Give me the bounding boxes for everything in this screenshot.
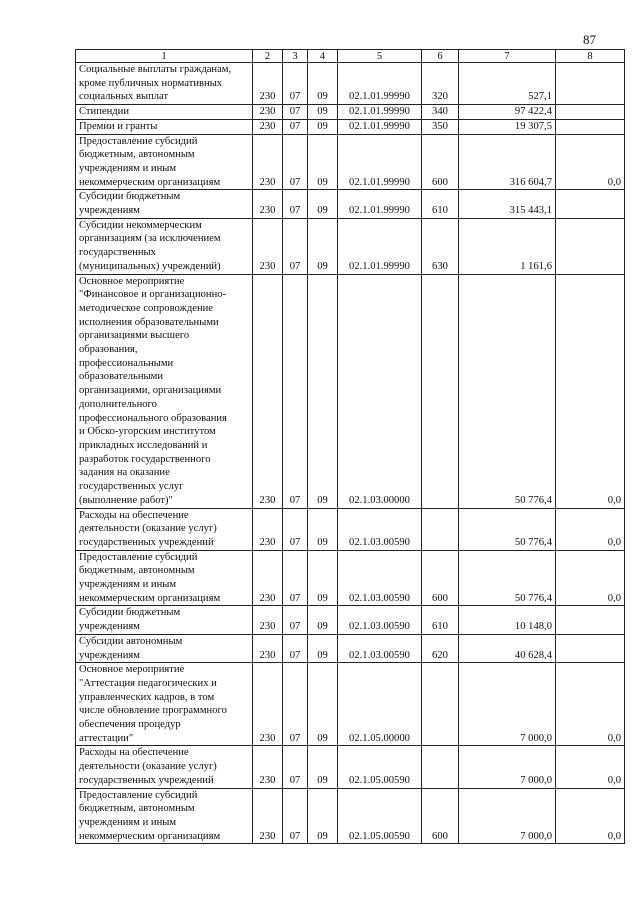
expense-type-code-cell: 610 bbox=[422, 190, 459, 218]
amount-cell: 50 776,4 bbox=[459, 274, 556, 508]
admin-code-cell: 230 bbox=[253, 634, 283, 662]
section-code-cell: 07 bbox=[283, 63, 308, 105]
description-line: бюджетным, автономным bbox=[79, 803, 195, 815]
amount-secondary-cell: 0,0 bbox=[556, 508, 625, 550]
description-line: образовательными bbox=[79, 371, 164, 383]
subsection-code-cell: 09 bbox=[308, 190, 338, 218]
expense-type-code-cell: 630 bbox=[422, 218, 459, 274]
row-description bbox=[76, 508, 253, 550]
description-line: учреждениям bbox=[79, 649, 140, 661]
header-row bbox=[76, 50, 625, 63]
column-header-6: 6 bbox=[422, 50, 459, 63]
description-line: Премии и гранты bbox=[79, 120, 158, 132]
description-line: учреждениям и иным bbox=[79, 579, 177, 591]
expense-type-code-cell: 620 bbox=[422, 634, 459, 662]
row-description bbox=[76, 63, 253, 105]
description-line: учреждениям и иным bbox=[79, 816, 177, 828]
amount-secondary-cell bbox=[556, 634, 625, 662]
amount-cell: 50 776,4 bbox=[459, 508, 556, 550]
description-line: прикладных исследований и bbox=[79, 439, 208, 451]
table-row bbox=[76, 663, 625, 746]
table-row bbox=[76, 508, 625, 550]
description-line: Предоставление субсидий bbox=[79, 135, 198, 147]
expense-type-code-cell: 340 bbox=[422, 105, 459, 120]
subsection-code-cell: 09 bbox=[308, 788, 338, 844]
expense-type-code-cell bbox=[422, 508, 459, 550]
section-code-cell: 07 bbox=[283, 218, 308, 274]
description-line: Расходы на обеспечение bbox=[79, 509, 189, 521]
admin-code-cell: 230 bbox=[253, 63, 283, 105]
table-row bbox=[76, 550, 625, 606]
expense-type-code-cell bbox=[422, 663, 459, 746]
row-description bbox=[76, 746, 253, 788]
expense-type-code-cell: 600 bbox=[422, 134, 459, 190]
admin-code-cell: 230 bbox=[253, 190, 283, 218]
subsection-code-cell: 09 bbox=[308, 746, 338, 788]
description-line: методическое сопровождение bbox=[79, 302, 214, 314]
description-line: задания на оказание bbox=[79, 467, 170, 479]
admin-code-cell: 230 bbox=[253, 274, 283, 508]
column-header-3: 3 bbox=[283, 50, 308, 63]
description-line: (выполнение работ)" bbox=[79, 494, 173, 506]
section-code-cell: 07 bbox=[283, 508, 308, 550]
admin-code-cell: 230 bbox=[253, 663, 283, 746]
section-code-cell: 07 bbox=[283, 119, 308, 134]
target-article-code-cell: 02.1.05.00590 bbox=[338, 746, 422, 788]
description-line: разработок государственного bbox=[79, 453, 211, 465]
row-description bbox=[76, 788, 253, 844]
description-line: числе обновление программного bbox=[79, 705, 227, 717]
row-description bbox=[76, 634, 253, 662]
amount-cell: 10 148,0 bbox=[459, 606, 556, 634]
row-description bbox=[76, 119, 253, 134]
row-description bbox=[76, 218, 253, 274]
amount-secondary-cell: 0,0 bbox=[556, 550, 625, 606]
amount-secondary-cell bbox=[556, 190, 625, 218]
table-row bbox=[76, 105, 625, 120]
subsection-code-cell: 09 bbox=[308, 550, 338, 606]
row-description bbox=[76, 550, 253, 606]
amount-secondary-cell bbox=[556, 218, 625, 274]
description-line: Социальные выплаты гражданам, bbox=[79, 64, 232, 75]
description-line: бюджетным, автономным bbox=[79, 565, 195, 577]
row-description bbox=[76, 134, 253, 190]
description-line: деятельности (оказание услуг) bbox=[79, 523, 217, 535]
description-line: и Обско-угорским институтом bbox=[79, 426, 216, 438]
admin-code-cell: 230 bbox=[253, 606, 283, 634]
column-header-2: 2 bbox=[253, 50, 283, 63]
description-line: организациями, организациями bbox=[79, 385, 222, 397]
target-article-code-cell: 02.1.01.99990 bbox=[338, 134, 422, 190]
description-line: социальных выплат bbox=[79, 91, 169, 103]
target-article-code-cell: 02.1.01.99990 bbox=[338, 105, 422, 120]
amount-secondary-cell: 0,0 bbox=[556, 788, 625, 844]
table-row bbox=[76, 788, 625, 844]
page-number: 87 bbox=[583, 32, 596, 47]
expense-type-code-cell bbox=[422, 274, 459, 508]
section-code-cell: 07 bbox=[283, 274, 308, 508]
column-header-7: 7 bbox=[459, 50, 556, 63]
subsection-code-cell: 09 bbox=[308, 134, 338, 190]
amount-cell: 1 161,6 bbox=[459, 218, 556, 274]
description-line: "Финансовое и организационно- bbox=[79, 289, 227, 301]
description-line: дополнительного bbox=[79, 398, 157, 410]
table-row bbox=[76, 746, 625, 788]
expense-type-code-cell bbox=[422, 746, 459, 788]
admin-code-cell: 230 bbox=[253, 105, 283, 120]
amount-cell: 316 604,7 bbox=[459, 134, 556, 190]
target-article-code-cell: 02.1.05.00000 bbox=[338, 663, 422, 746]
row-description bbox=[76, 190, 253, 218]
table-row bbox=[76, 218, 625, 274]
subsection-code-cell: 09 bbox=[308, 63, 338, 105]
admin-code-cell: 230 bbox=[253, 119, 283, 134]
section-code-cell: 07 bbox=[283, 746, 308, 788]
table-header bbox=[76, 50, 625, 63]
row-description bbox=[76, 663, 253, 746]
target-article-code-cell: 02.1.01.99990 bbox=[338, 119, 422, 134]
description-line: Основное мероприятие bbox=[79, 275, 185, 287]
expense-type-code-cell: 600 bbox=[422, 550, 459, 606]
subsection-code-cell: 09 bbox=[308, 274, 338, 508]
table-row bbox=[76, 190, 625, 218]
description-line: Субсидии некоммерческим bbox=[79, 219, 202, 231]
subsection-code-cell: 09 bbox=[308, 606, 338, 634]
amount-secondary-cell: 0,0 bbox=[556, 274, 625, 508]
row-description bbox=[76, 274, 253, 508]
description-line: исполнения образовательными bbox=[79, 316, 219, 328]
section-code-cell: 07 bbox=[283, 663, 308, 746]
description-line: учреждениям bbox=[79, 205, 140, 217]
description-line: организациям (за исключением bbox=[79, 233, 221, 245]
subsection-code-cell: 09 bbox=[308, 634, 338, 662]
admin-code-cell: 230 bbox=[253, 218, 283, 274]
amount-secondary-cell: 0,0 bbox=[556, 663, 625, 746]
target-article-code-cell: 02.1.05.00590 bbox=[338, 788, 422, 844]
description-line: "Аттестация педагогических и bbox=[79, 677, 217, 689]
description-line: деятельности (оказание услуг) bbox=[79, 761, 217, 773]
target-article-code-cell: 02.1.03.00000 bbox=[338, 274, 422, 508]
subsection-code-cell: 09 bbox=[308, 119, 338, 134]
subsection-code-cell: 09 bbox=[308, 105, 338, 120]
admin-code-cell: 230 bbox=[253, 134, 283, 190]
admin-code-cell: 230 bbox=[253, 550, 283, 606]
section-code-cell: 07 bbox=[283, 634, 308, 662]
expense-type-code-cell: 610 bbox=[422, 606, 459, 634]
column-header-5: 5 bbox=[338, 50, 422, 63]
table-row bbox=[76, 63, 625, 105]
admin-code-cell: 230 bbox=[253, 746, 283, 788]
description-line: Субсидии бюджетным bbox=[79, 191, 181, 203]
section-code-cell: 07 bbox=[283, 788, 308, 844]
table-body bbox=[76, 63, 625, 844]
table-row bbox=[76, 274, 625, 508]
row-description bbox=[76, 606, 253, 634]
target-article-code-cell: 02.1.03.00590 bbox=[338, 508, 422, 550]
description-line: управленческих кадров, в том bbox=[79, 691, 215, 703]
description-line: государственных услуг bbox=[79, 481, 184, 493]
description-line: обеспечения процедур bbox=[79, 719, 181, 731]
target-article-code-cell: 02.1.01.99990 bbox=[338, 218, 422, 274]
description-line: некоммерческим организациям bbox=[79, 176, 221, 188]
description-line: Субсидии автономным bbox=[79, 635, 183, 647]
description-line: государственных учреждений bbox=[79, 774, 214, 786]
admin-code-cell: 230 bbox=[253, 508, 283, 550]
description-line: Предоставление субсидий bbox=[79, 789, 198, 801]
description-line: государственных учреждений bbox=[79, 536, 214, 548]
description-line: некоммерческим организациям bbox=[79, 830, 221, 842]
table-row bbox=[76, 119, 625, 134]
amount-secondary-cell bbox=[556, 63, 625, 105]
description-line: учреждениям и иным bbox=[79, 162, 177, 174]
amount-cell: 7 000,0 bbox=[459, 788, 556, 844]
description-line: (муниципальных) учреждений) bbox=[79, 260, 221, 272]
expense-type-code-cell: 600 bbox=[422, 788, 459, 844]
description-line: аттестации" bbox=[79, 732, 134, 744]
subsection-code-cell: 09 bbox=[308, 663, 338, 746]
expense-type-code-cell: 350 bbox=[422, 119, 459, 134]
section-code-cell: 07 bbox=[283, 606, 308, 634]
amount-secondary-cell: 0,0 bbox=[556, 134, 625, 190]
target-article-code-cell: 02.1.03.00590 bbox=[338, 634, 422, 662]
amount-cell: 7 000,0 bbox=[459, 663, 556, 746]
description-line: профессионального образования bbox=[79, 412, 227, 424]
description-line: бюджетным, автономным bbox=[79, 149, 195, 161]
description-line: организациями высшего bbox=[79, 330, 190, 342]
amount-cell: 7 000,0 bbox=[459, 746, 556, 788]
row-description bbox=[76, 105, 253, 120]
admin-code-cell: 230 bbox=[253, 788, 283, 844]
section-code-cell: 07 bbox=[283, 105, 308, 120]
amount-cell: 527,1 bbox=[459, 63, 556, 105]
subsection-code-cell: 09 bbox=[308, 218, 338, 274]
target-article-code-cell: 02.1.01.99990 bbox=[338, 63, 422, 105]
description-line: Расходы на обеспечение bbox=[79, 747, 189, 759]
section-code-cell: 07 bbox=[283, 550, 308, 606]
amount-cell: 97 422,4 bbox=[459, 105, 556, 120]
column-header-4: 4 bbox=[308, 50, 338, 63]
amount-cell: 315 443,1 bbox=[459, 190, 556, 218]
target-article-code-cell: 02.1.01.99990 bbox=[338, 190, 422, 218]
amount-secondary-cell: 0,0 bbox=[556, 746, 625, 788]
description-line: образования, bbox=[79, 344, 138, 356]
description-line: Предоставление субсидий bbox=[79, 551, 198, 563]
description-line: Основное мероприятие bbox=[79, 664, 185, 676]
amount-cell: 19 307,5 bbox=[459, 119, 556, 134]
description-line: учреждениям bbox=[79, 621, 140, 633]
description-line: Стипендии bbox=[79, 106, 129, 118]
amount-secondary-cell bbox=[556, 606, 625, 634]
expense-type-code-cell: 320 bbox=[422, 63, 459, 105]
target-article-code-cell: 02.1.03.00590 bbox=[338, 550, 422, 606]
table-row bbox=[76, 134, 625, 190]
amount-cell: 40 628,4 bbox=[459, 634, 556, 662]
description-line: профессиональными bbox=[79, 357, 174, 369]
amount-secondary-cell bbox=[556, 119, 625, 134]
amount-cell: 50 776,4 bbox=[459, 550, 556, 606]
target-article-code-cell: 02.1.03.00590 bbox=[338, 606, 422, 634]
column-header-1: 1 bbox=[76, 50, 253, 63]
description-line: государственных bbox=[79, 247, 156, 259]
table-row bbox=[76, 606, 625, 634]
amount-secondary-cell bbox=[556, 105, 625, 120]
subsection-code-cell: 09 bbox=[308, 508, 338, 550]
description-line: некоммерческим организациям bbox=[79, 592, 221, 604]
description-line: кроме публичных нормативных bbox=[79, 77, 223, 89]
description-line: Субсидии бюджетным bbox=[79, 607, 181, 619]
section-code-cell: 07 bbox=[283, 134, 308, 190]
table-row bbox=[76, 634, 625, 662]
section-code-cell: 07 bbox=[283, 190, 308, 218]
budget-table bbox=[75, 49, 625, 844]
column-header-8: 8 bbox=[556, 50, 625, 63]
